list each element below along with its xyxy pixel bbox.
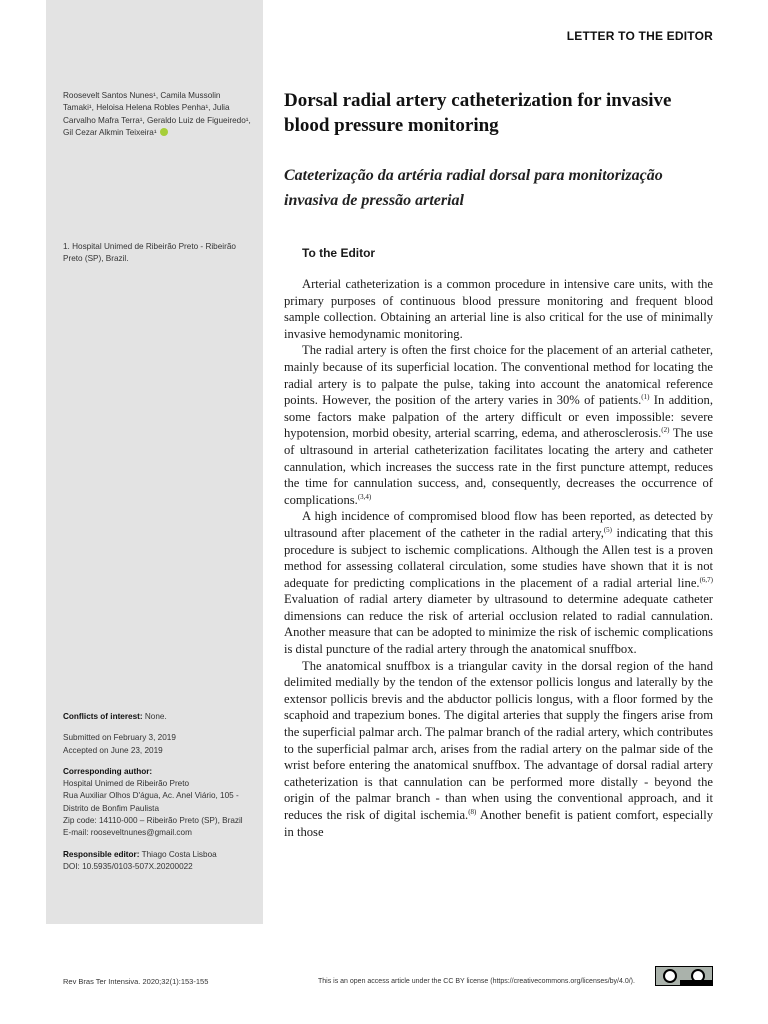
author-list xyxy=(63,90,253,139)
accepted-date: Accepted on June 23, 2019 xyxy=(63,745,163,755)
article-subtitle: Cateterização da artéria radial dorsal para monitorização invasiva de pressão arterial xyxy=(284,167,663,209)
cc-by-bar xyxy=(680,980,713,985)
conflicts-value: None. xyxy=(144,712,167,721)
orcid-icon[interactable] xyxy=(160,128,168,136)
paragraph-text: Arterial catheterization is a common procedure in intensive care units, with the primary purposes of continuous blood pressure monitoring and frequent blood sample collection. Obtaining an arterial line is also critical for the use of minimally invasive hemodynamic monitoring. xyxy=(284,277,713,341)
body-paragraph xyxy=(284,508,713,657)
citation-ref[interactable]: (8) xyxy=(468,807,477,816)
corresponding-author xyxy=(63,766,253,840)
paragraph-text: In addition, some factors make palpation of the artery difficult or even impossible: severe hypotension, morbid obesity, arterial scarring, edema, and atherosclerosis. xyxy=(284,393,713,441)
citation-ref[interactable]: (5) xyxy=(603,525,613,534)
citation-ref[interactable]: (1) xyxy=(641,392,650,401)
dates xyxy=(63,732,253,757)
responsible-editor xyxy=(63,849,253,874)
submitted-date: Submitted on February 3, 2019 xyxy=(63,733,176,743)
editor-label: Responsible editor: xyxy=(63,849,140,859)
paragraph-text: Another benefit is patient comfort, especially in those xyxy=(284,808,713,839)
paragraph-text: A high incidence of compromised blood flow has been reported, as detected by ultrasound after placement of the catheter in the radial artery, xyxy=(284,509,713,540)
citation-ref[interactable]: (3,4) xyxy=(357,492,372,501)
cc-icon xyxy=(663,969,677,983)
conflicts xyxy=(63,711,253,723)
journal-citation: Rev Bras Ter Intensiva. 2020;32(1):153-155 xyxy=(63,977,209,986)
body-paragraph xyxy=(284,276,713,342)
corresponding-line: Rua Auxiliar Olhos D'água, Ac. Anel Viário, 105 - xyxy=(63,791,239,801)
corresponding-line: Hospital Unimed de Ribeirão Preto xyxy=(63,779,190,789)
conflicts-label: Conflicts of interest: xyxy=(63,712,143,721)
article-title: Dorsal radial artery catheterization for invasive blood pressure monitoring xyxy=(284,90,672,136)
body-paragraph xyxy=(284,658,713,841)
paragraph-text: The radial artery is often the first choice for the placement of an arterial catheter, mainly because of its superficial location. The conventional method for locating the radial artery is to palpate the pulse, taking into account the anatomical reference points. However, the position of the artery varies in 30% of patients. xyxy=(284,343,713,408)
citation-ref[interactable]: (6,7) xyxy=(699,575,713,584)
body-paragraph xyxy=(284,342,713,508)
corresponding-email[interactable]: E-mail: roosevelt​nunes@gmail.com xyxy=(63,828,192,838)
article-type-label: LETTER TO THE EDITOR xyxy=(566,29,713,43)
paragraph-text: indicating that this procedure is subject to ischemic complications. Although the Allen test is a proven method for assessing collateral circulation, some studies have shown that it is not adequate for predicting complications in the placement of a radial arterial line. xyxy=(284,525,713,590)
corresponding-label: Corresponding author: xyxy=(63,766,153,776)
doi-link[interactable]: DOI: 10.5935/0103-507X.20200022 xyxy=(63,861,193,871)
section-heading: To the Editor xyxy=(302,246,376,260)
paragraph-text: The use of ultrasound in arterial catheterization facilitates locating the artery and catheter cannulation, which increases the success rate in the first puncture attempt, reduces the time for cannulation success, and, consequently, decreases the occurrence of complications. xyxy=(284,426,714,507)
license-note[interactable]: This is an open access article under the CC BY license (https://creativecommons.org/licenses/by/4.0/). xyxy=(318,978,635,985)
editor-value: Thiago Costa Lisboa xyxy=(141,849,217,859)
paragraph-text: The anatomical snuffbox is a triangular cavity in the dorsal region of the hand delimited medially by the tendon of the extensor pollicis longus and laterally by the extensor pollicis brevis and the abductor pollicis longus, with a floor formed by the scaphoid and trapezium bones. The digital arteries that supply the fingers arise from the superficial palmar arch. The palmar branch of the radial artery, which contributes to the superficial palmar arch, arises from the radial artery on the palmar side of the wrist before entering the anatomical snuffbox. The advantage of dorsal radial artery catheterization is that cannulation can be performed more distally - beyond the origin of the palmar branch - than when using the conventional approach, and it reduces the risk of digital ischemia. xyxy=(284,658,713,822)
authors-text: Roosevelt Santos Nunes¹, Camila Mussolin Tamaki¹, Heloisa Helena Robles Penha¹, Julia Carvalho Mafra Terra¹, Geraldo Luiz de Figueiredo¹, Gil Cezar Alkmin Teixeira¹ xyxy=(63,91,251,137)
cc-by-license-icon[interactable] xyxy=(655,966,713,986)
article-body xyxy=(284,276,713,840)
paragraph-text: Evaluation of radial artery diameter by ultrasound to determine adequate catheter dimensions can reduce the risk of arterial occlusion related to radial cannulation. Another measure that can be adopted to minimize the risk of ischemic complications is distal puncture of the radial artery through the anatomical snuffbox. xyxy=(284,592,713,657)
corresponding-line: Distrito de Bonfim Paulista xyxy=(63,803,160,813)
corresponding-line: Zip code: 14110-000 – Ribeirão Preto (SP), Brazil xyxy=(63,816,243,826)
affiliation: 1. Hospital Unimed de Ribeirão Preto - Ribeirão Preto (SP), Brazil. xyxy=(63,242,236,264)
article-meta xyxy=(63,711,253,882)
citation-ref[interactable]: (2) xyxy=(661,426,670,435)
